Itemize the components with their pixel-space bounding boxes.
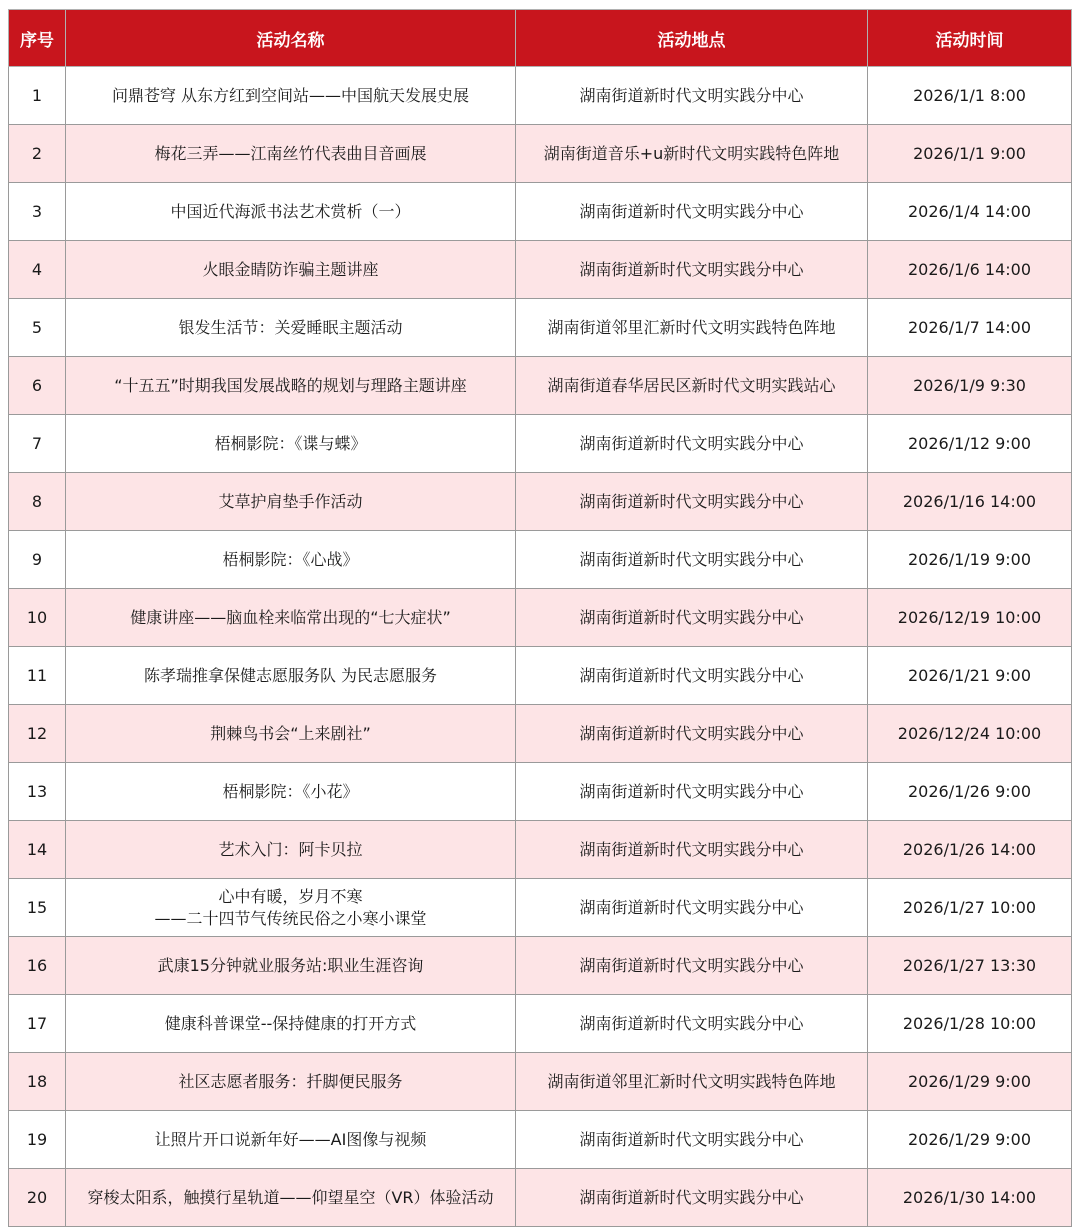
cell-location: 湖南街道新时代文明实践分中心	[516, 415, 868, 473]
activity-name: 梧桐影院：《小花》	[222, 781, 359, 801]
cell-name	[66, 763, 516, 821]
cell-no: 15	[9, 879, 66, 937]
cell-name	[66, 183, 516, 241]
table-row	[9, 879, 1072, 937]
cell-time: 2026/1/29 9:00	[868, 1111, 1072, 1169]
cell-name	[66, 1053, 516, 1111]
header-name: 活动名称	[66, 10, 516, 67]
cell-name	[66, 531, 516, 589]
activity-name: 艾草护肩垫手作活动	[218, 491, 363, 511]
cell-name	[66, 357, 516, 415]
activity-name: “十五五”时期我国发展战略的规划与理路主题讲座	[114, 375, 467, 395]
activity-name: 荆棘鸟书会“上来剧社”	[210, 723, 371, 743]
cell-no: 5	[9, 299, 66, 357]
cell-location: 湖南街道新时代文明实践分中心	[516, 473, 868, 531]
cell-location: 湖南街道邻里汇新时代文明实践特色阵地	[516, 1053, 868, 1111]
table-row	[9, 183, 1072, 241]
cell-location: 湖南街道新时代文明实践分中心	[516, 1169, 868, 1227]
activity-name: 问鼎苍穹 从东方红到空间站——中国航天发展史展	[111, 85, 470, 105]
table-row	[9, 241, 1072, 299]
table-row	[9, 67, 1072, 125]
table-body	[9, 67, 1072, 1227]
header-location: 活动地点	[516, 10, 868, 67]
cell-time: 2026/1/1 8:00	[868, 67, 1072, 125]
activity-name: 艺术入门：阿卡贝拉	[218, 839, 363, 859]
cell-no: 19	[9, 1111, 66, 1169]
cell-no: 18	[9, 1053, 66, 1111]
cell-no: 2	[9, 125, 66, 183]
activity-name: 健康科普课堂--保持健康的打开方式	[164, 1013, 417, 1033]
activity-name: 梅花三弄——江南丝竹代表曲目音画展	[154, 143, 427, 163]
cell-name	[66, 937, 516, 995]
cell-time: 2026/1/4 14:00	[868, 183, 1072, 241]
activity-name: 梧桐影院：《心战》	[222, 549, 359, 569]
cell-location: 湖南街道新时代文明实践分中心	[516, 183, 868, 241]
activity-name: 健康讲座——脑血栓来临常出现的“七大症状”	[130, 607, 451, 627]
cell-name	[66, 1111, 516, 1169]
activity-name: 心中有暖，岁月不寒	[218, 886, 363, 906]
activity-name: 武康15分钟就业服务站:职业生涯咨询	[157, 955, 424, 975]
table-row	[9, 821, 1072, 879]
table-row	[9, 647, 1072, 705]
activity-schedule	[8, 9, 1071, 1223]
cell-time: 2026/1/6 14:00	[868, 241, 1072, 299]
cell-name	[66, 125, 516, 183]
cell-name	[66, 995, 516, 1053]
cell-location: 湖南街道新时代文明实践分中心	[516, 763, 868, 821]
cell-no: 7	[9, 415, 66, 473]
activity-name: 社区志愿者服务：扦脚便民服务	[178, 1071, 403, 1091]
cell-location: 湖南街道音乐+u新时代文明实践特色阵地	[516, 125, 868, 183]
cell-time: 2026/12/19 10:00	[868, 589, 1072, 647]
cell-name	[66, 589, 516, 647]
activity-name: 银发生活节：关爱睡眠主题活动	[178, 317, 403, 337]
cell-name	[66, 415, 516, 473]
cell-no: 13	[9, 763, 66, 821]
cell-name	[66, 705, 516, 763]
activity-name: 陈孝瑞推拿保健志愿服务队 为民志愿服务	[143, 665, 438, 685]
cell-no: 20	[9, 1169, 66, 1227]
cell-name	[66, 821, 516, 879]
cell-no: 11	[9, 647, 66, 705]
header-no: 序号	[9, 10, 66, 67]
cell-time: 2026/1/27 13:30	[868, 937, 1072, 995]
table-row	[9, 937, 1072, 995]
cell-no: 6	[9, 357, 66, 415]
table-header-row	[9, 10, 1072, 67]
table-row	[9, 299, 1072, 357]
cell-location: 湖南街道新时代文明实践分中心	[516, 67, 868, 125]
cell-location: 湖南街道新时代文明实践分中心	[516, 705, 868, 763]
cell-no: 9	[9, 531, 66, 589]
table-row	[9, 995, 1072, 1053]
cell-no: 16	[9, 937, 66, 995]
activity-name: 梧桐影院：《谍与蝶》	[214, 433, 367, 453]
cell-time: 2026/1/26 14:00	[868, 821, 1072, 879]
cell-name	[66, 299, 516, 357]
cell-location: 湖南街道新时代文明实践分中心	[516, 589, 868, 647]
cell-time: 2026/12/24 10:00	[868, 705, 1072, 763]
activity-name: 火眼金睛防诈骗主题讲座	[202, 259, 379, 279]
cell-no: 10	[9, 589, 66, 647]
cell-no: 14	[9, 821, 66, 879]
cell-time: 2026/1/1 9:00	[868, 125, 1072, 183]
cell-name	[66, 241, 516, 299]
cell-location: 湖南街道新时代文明实践分中心	[516, 1111, 868, 1169]
activity-table	[8, 9, 1072, 1227]
cell-name	[66, 647, 516, 705]
cell-time: 2026/1/12 9:00	[868, 415, 1072, 473]
cell-time: 2026/1/26 9:00	[868, 763, 1072, 821]
cell-no: 12	[9, 705, 66, 763]
cell-location: 湖南街道新时代文明实践分中心	[516, 821, 868, 879]
cell-name	[66, 1169, 516, 1227]
cell-location: 湖南街道春华居民区新时代文明实践站心	[516, 357, 868, 415]
cell-name	[66, 473, 516, 531]
cell-no: 3	[9, 183, 66, 241]
table-row	[9, 705, 1072, 763]
cell-no: 17	[9, 995, 66, 1053]
cell-time: 2026/1/19 9:00	[868, 531, 1072, 589]
table-row	[9, 531, 1072, 589]
table-row	[9, 125, 1072, 183]
cell-name	[66, 879, 516, 937]
cell-no: 8	[9, 473, 66, 531]
cell-no: 1	[9, 67, 66, 125]
cell-location: 湖南街道新时代文明实践分中心	[516, 241, 868, 299]
activity-subtitle: ——二十四节气传统民俗之小寒小课堂	[154, 908, 427, 928]
cell-location: 湖南街道新时代文明实践分中心	[516, 531, 868, 589]
header-time: 活动时间	[868, 10, 1072, 67]
cell-location: 湖南街道新时代文明实践分中心	[516, 995, 868, 1053]
table-row	[9, 415, 1072, 473]
table-row	[9, 763, 1072, 821]
cell-location: 湖南街道新时代文明实践分中心	[516, 647, 868, 705]
activity-name: 穿梭太阳系，触摸行星轨道——仰望星空（VR）体验活动	[87, 1187, 494, 1207]
cell-time: 2026/1/7 14:00	[868, 299, 1072, 357]
cell-location: 湖南街道新时代文明实践分中心	[516, 879, 868, 937]
cell-time: 2026/1/27 10:00	[868, 879, 1072, 937]
table-row	[9, 1111, 1072, 1169]
activity-name: 让照片开口说新年好——AI图像与视频	[154, 1129, 427, 1149]
cell-time: 2026/1/29 9:00	[868, 1053, 1072, 1111]
table-row	[9, 357, 1072, 415]
activity-name: 中国近代海派书法艺术赏析（一）	[170, 201, 411, 221]
table-row	[9, 473, 1072, 531]
cell-no: 4	[9, 241, 66, 299]
table-row	[9, 1053, 1072, 1111]
table-row	[9, 589, 1072, 647]
cell-location: 湖南街道新时代文明实践分中心	[516, 937, 868, 995]
cell-time: 2026/1/21 9:00	[868, 647, 1072, 705]
cell-location: 湖南街道邻里汇新时代文明实践特色阵地	[516, 299, 868, 357]
cell-time: 2026/1/28 10:00	[868, 995, 1072, 1053]
cell-name	[66, 67, 516, 125]
cell-time: 2026/1/30 14:00	[868, 1169, 1072, 1227]
table-row	[9, 1169, 1072, 1227]
cell-time: 2026/1/9 9:30	[868, 357, 1072, 415]
cell-time: 2026/1/16 14:00	[868, 473, 1072, 531]
